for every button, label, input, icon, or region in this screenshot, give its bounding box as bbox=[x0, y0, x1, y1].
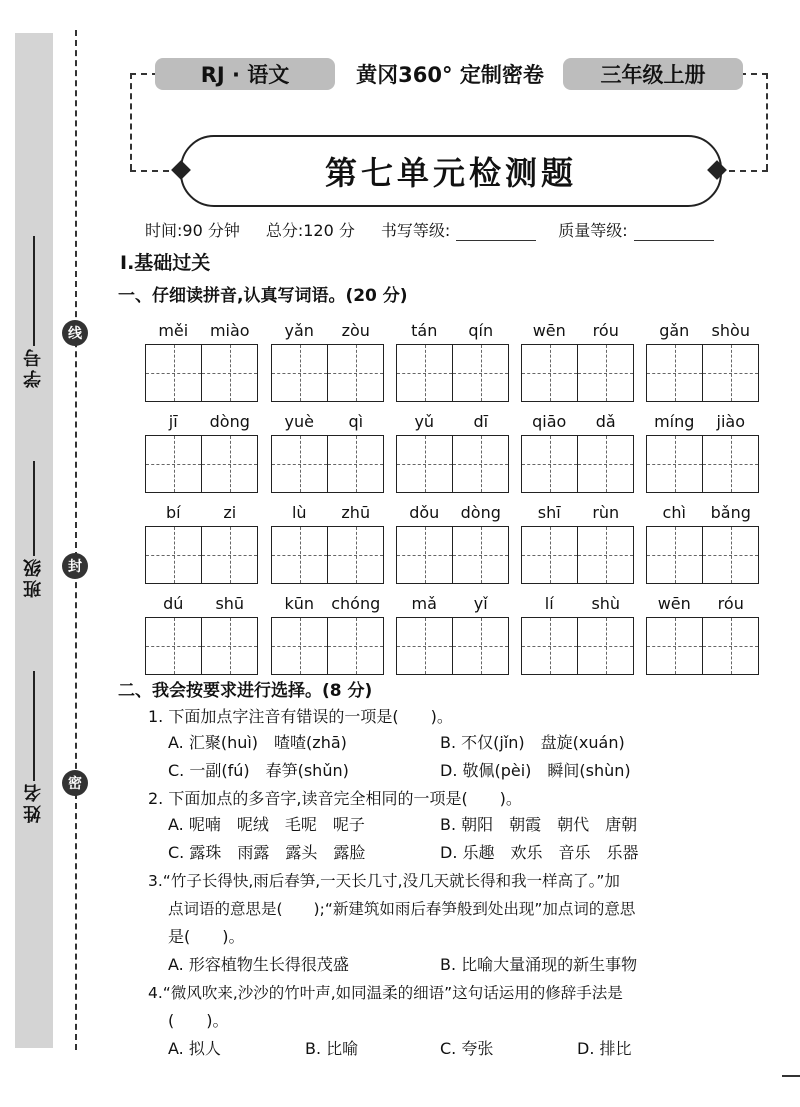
pinyin-syllable: lí bbox=[544, 594, 554, 613]
pinyin-label bbox=[521, 401, 634, 431]
student-id-field[interactable] bbox=[14, 230, 54, 388]
pinyin-syllable: chóng bbox=[331, 594, 381, 613]
pinyin-syllable: miào bbox=[209, 321, 250, 340]
pinyin-label bbox=[521, 583, 634, 613]
pinyin-label bbox=[521, 310, 634, 340]
pinyin-label bbox=[396, 310, 509, 340]
writing-cell[interactable] bbox=[578, 436, 633, 492]
pinyin-label bbox=[271, 401, 384, 431]
pinyin-word bbox=[521, 492, 634, 584]
writing-cell[interactable] bbox=[578, 345, 633, 401]
q2-2-option-a[interactable]: A. 呢喃 呢绒 毛呢 呢子 bbox=[168, 815, 365, 834]
writing-box bbox=[271, 435, 384, 493]
writing-cell[interactable] bbox=[522, 345, 578, 401]
pinyin-syllable: yǐ bbox=[473, 594, 488, 613]
pinyin-word bbox=[145, 492, 258, 584]
writing-cell[interactable] bbox=[328, 527, 383, 583]
pinyin-syllable: zi bbox=[223, 503, 237, 522]
writing-cell[interactable] bbox=[647, 618, 703, 674]
q2-4-option-c[interactable]: C. 夸张 bbox=[440, 1039, 494, 1058]
q2-1-option-d[interactable]: D. 敬佩(pèi) 瞬间(shùn) bbox=[440, 761, 631, 780]
q1-heading: 一、仔细读拼音,认真写词语。(20 分) bbox=[118, 286, 408, 306]
class-label: 班级 bbox=[23, 556, 44, 598]
q2-3-stem-line2: 点词语的意思是( );“新建筑如雨后春笋般到处出现”加点词的意思 bbox=[168, 900, 636, 918]
pinyin-label bbox=[145, 492, 258, 522]
writing-cell[interactable] bbox=[578, 527, 633, 583]
q2-4-stem-line2: ( )。 bbox=[168, 1011, 229, 1030]
writing-cell[interactable] bbox=[647, 345, 703, 401]
pinyin-word bbox=[646, 492, 759, 584]
quality-grade-blank[interactable] bbox=[634, 240, 714, 241]
pinyin-word bbox=[396, 310, 509, 402]
writing-cell[interactable] bbox=[272, 436, 328, 492]
writing-box bbox=[396, 435, 509, 493]
q2-3-option-b[interactable]: B. 比喻大量涌现的新生事物 bbox=[440, 955, 638, 974]
writing-cell[interactable] bbox=[522, 618, 578, 674]
quality-grade-label: 质量等级: bbox=[558, 221, 628, 240]
writing-cell[interactable] bbox=[703, 436, 758, 492]
writing-cell[interactable] bbox=[703, 618, 758, 674]
writing-cell[interactable] bbox=[647, 436, 703, 492]
pinyin-syllable: kūn bbox=[284, 594, 315, 613]
pinyin-syllable: dī bbox=[473, 412, 489, 431]
brand-title: 黄冈360° 定制密卷 bbox=[356, 63, 544, 87]
pinyin-syllable: dǎ bbox=[595, 412, 616, 431]
pinyin-syllable: qiāo bbox=[532, 412, 567, 431]
pinyin-syllable: rùn bbox=[592, 503, 620, 522]
pinyin-grid bbox=[145, 310, 760, 674]
pinyin-label bbox=[271, 583, 384, 613]
writing-cell[interactable] bbox=[202, 618, 257, 674]
pinyin-word bbox=[271, 492, 384, 584]
writing-box bbox=[396, 617, 509, 675]
q2-1-option-c[interactable]: C. 一副(fú) 春笋(shǔn) bbox=[168, 761, 349, 780]
pinyin-word bbox=[145, 583, 258, 675]
q2-2-stem: 2. 下面加点的多音字,读音完全相同的一项是( )。 bbox=[148, 789, 522, 808]
seal-mi: 密 bbox=[62, 770, 88, 796]
pinyin-syllable: jiào bbox=[716, 412, 745, 431]
writing-cell[interactable] bbox=[146, 618, 202, 674]
pinyin-syllable: yǎn bbox=[284, 321, 314, 340]
q2-2-option-c[interactable]: C. 露珠 雨露 露头 露脸 bbox=[168, 843, 366, 862]
pinyin-word bbox=[271, 310, 384, 402]
writing-box bbox=[271, 526, 384, 584]
name-field[interactable] bbox=[14, 665, 54, 823]
pinyin-syllable: shū bbox=[215, 594, 245, 613]
pinyin-word bbox=[396, 583, 509, 675]
pinyin-label bbox=[145, 310, 258, 340]
writing-cell[interactable] bbox=[453, 618, 508, 674]
pinyin-syllable: měi bbox=[158, 321, 189, 340]
pinyin-row bbox=[145, 583, 760, 674]
pinyin-row bbox=[145, 401, 760, 492]
writing-cell[interactable] bbox=[703, 345, 758, 401]
writing-box bbox=[646, 435, 759, 493]
cut-line bbox=[75, 30, 77, 1050]
q2-2-option-d[interactable]: D. 乐趣 欢乐 音乐 乐器 bbox=[440, 843, 639, 862]
pinyin-syllable: zhū bbox=[341, 503, 371, 522]
writing-box bbox=[271, 617, 384, 675]
seal-xian: 线 bbox=[62, 320, 88, 346]
pinyin-word bbox=[396, 401, 509, 493]
pinyin-word bbox=[271, 401, 384, 493]
q2-4-stem-line1: 4.“微风吹来,沙沙的竹叶声,如同温柔的细语”这句话运用的修辞手法是 bbox=[148, 984, 623, 1002]
pinyin-syllable: shù bbox=[591, 594, 621, 613]
writing-box bbox=[646, 617, 759, 675]
pinyin-word bbox=[145, 310, 258, 402]
pinyin-syllable: dòng bbox=[460, 503, 501, 522]
writing-cell[interactable] bbox=[453, 345, 508, 401]
pinyin-word bbox=[521, 401, 634, 493]
writing-box bbox=[271, 344, 384, 402]
q2-2-option-b[interactable]: B. 朝阳 朝霞 朝代 唐朝 bbox=[440, 815, 638, 834]
pinyin-syllable: gǎn bbox=[659, 321, 690, 340]
grade-pill: 三年级上册 bbox=[563, 58, 743, 90]
page-edge-mark bbox=[782, 1075, 800, 1077]
pinyin-label bbox=[271, 310, 384, 340]
writing-cell[interactable] bbox=[397, 527, 453, 583]
pinyin-syllable: shòu bbox=[711, 321, 750, 340]
q2-3-stem-line3: 是( )。 bbox=[168, 927, 245, 946]
writing-box bbox=[145, 526, 258, 584]
pinyin-label bbox=[145, 401, 258, 431]
student-id-label: 学号 bbox=[23, 346, 44, 388]
writing-cell[interactable] bbox=[202, 345, 257, 401]
pinyin-label bbox=[396, 492, 509, 522]
pinyin-label bbox=[646, 583, 759, 613]
writing-cell[interactable] bbox=[578, 618, 633, 674]
pinyin-syllable: bí bbox=[165, 503, 181, 522]
writing-cell[interactable] bbox=[202, 527, 257, 583]
pinyin-syllable: dòng bbox=[209, 412, 250, 431]
q2-4-option-d[interactable]: D. 排比 bbox=[577, 1039, 632, 1058]
pinyin-syllable: róu bbox=[592, 321, 619, 340]
writing-cell[interactable] bbox=[328, 345, 383, 401]
pinyin-syllable: chì bbox=[662, 503, 686, 522]
pinyin-syllable: zòu bbox=[341, 321, 370, 340]
pinyin-syllable: bǎng bbox=[710, 503, 751, 522]
q2-4-option-b[interactable]: B. 比喻 bbox=[305, 1039, 359, 1058]
writing-cell[interactable] bbox=[397, 618, 453, 674]
pinyin-label bbox=[271, 492, 384, 522]
pinyin-label bbox=[646, 492, 759, 522]
writing-cell[interactable] bbox=[703, 527, 758, 583]
pinyin-label bbox=[396, 583, 509, 613]
pinyin-label bbox=[145, 583, 258, 613]
pinyin-word bbox=[646, 310, 759, 402]
exam-meta bbox=[145, 218, 730, 241]
writing-cell[interactable] bbox=[453, 527, 508, 583]
writing-cell[interactable] bbox=[146, 436, 202, 492]
writing-box bbox=[521, 344, 634, 402]
pinyin-syllable: dǒu bbox=[409, 503, 440, 522]
pinyin-syllable: shī bbox=[537, 503, 561, 522]
writing-cell[interactable] bbox=[202, 436, 257, 492]
pinyin-word bbox=[521, 310, 634, 402]
pinyin-row bbox=[145, 492, 760, 583]
pinyin-syllable: yǔ bbox=[414, 412, 435, 431]
writing-cell[interactable] bbox=[328, 436, 383, 492]
part-heading: Ⅰ.基础过关 bbox=[120, 252, 211, 274]
writing-cell[interactable] bbox=[522, 436, 578, 492]
writing-cell[interactable] bbox=[146, 527, 202, 583]
writing-box bbox=[521, 435, 634, 493]
q2-1-stem: 1. 下面加点字注音有错误的一项是( )。 bbox=[148, 707, 453, 726]
pinyin-label bbox=[521, 492, 634, 522]
pinyin-syllable: dú bbox=[163, 594, 184, 613]
pinyin-word bbox=[396, 492, 509, 584]
writing-box bbox=[396, 344, 509, 402]
pinyin-syllable: lù bbox=[291, 503, 307, 522]
page-title: 第七单元检测题 bbox=[180, 135, 722, 207]
pinyin-syllable: jī bbox=[168, 412, 178, 431]
pinyin-word bbox=[646, 401, 759, 493]
writing-box bbox=[145, 344, 258, 402]
writing-box bbox=[646, 526, 759, 584]
pinyin-syllable: míng bbox=[654, 412, 695, 431]
writing-cell[interactable] bbox=[272, 618, 328, 674]
writing-box bbox=[145, 435, 258, 493]
writing-cell[interactable] bbox=[272, 345, 328, 401]
pinyin-word bbox=[145, 401, 258, 493]
writing-cell[interactable] bbox=[453, 436, 508, 492]
writing-box bbox=[521, 526, 634, 584]
name-label: 姓名 bbox=[23, 781, 44, 823]
writing-grade-label: 书写等级: bbox=[380, 221, 451, 240]
pinyin-word bbox=[521, 583, 634, 675]
pinyin-syllable: mǎ bbox=[411, 594, 437, 613]
pinyin-syllable: wēn bbox=[532, 321, 566, 340]
writing-box bbox=[646, 344, 759, 402]
pinyin-syllable: qín bbox=[468, 321, 494, 340]
writing-cell[interactable] bbox=[522, 527, 578, 583]
q2-1-option-b[interactable]: B. 不仅(jǐn) 盘旋(xuán) bbox=[440, 733, 625, 752]
writing-cell[interactable] bbox=[647, 527, 703, 583]
writing-box bbox=[521, 617, 634, 675]
q2-3-stem-line1: 3.“竹子长得快,雨后春笋,一天长几寸,没几天就长得和我一样高了。”加 bbox=[148, 872, 620, 890]
pinyin-row bbox=[145, 310, 760, 401]
pinyin-label bbox=[646, 401, 759, 431]
pinyin-label bbox=[646, 310, 759, 340]
writing-grade-blank[interactable] bbox=[456, 240, 536, 241]
writing-box bbox=[145, 617, 258, 675]
writing-cell[interactable] bbox=[146, 345, 202, 401]
q2-1-option-a[interactable]: A. 汇聚(huì) 喳喳(zhā) bbox=[168, 733, 347, 752]
writing-cell[interactable] bbox=[397, 345, 453, 401]
q2-3-option-a[interactable]: A. 形容植物生长得很茂盛 bbox=[168, 955, 349, 974]
writing-box bbox=[396, 526, 509, 584]
pinyin-syllable: tán bbox=[411, 321, 438, 340]
q2-heading: 二、我会按要求进行选择。(8 分) bbox=[118, 681, 373, 701]
writing-cell[interactable] bbox=[397, 436, 453, 492]
seal-feng: 封 bbox=[62, 553, 88, 579]
q2-4-option-a[interactable]: A. 拟人 bbox=[168, 1039, 221, 1058]
time-limit: 时间:90 分钟 bbox=[145, 221, 240, 240]
pinyin-syllable: wēn bbox=[657, 594, 691, 613]
writing-cell[interactable] bbox=[328, 618, 383, 674]
pinyin-syllable: róu bbox=[717, 594, 744, 613]
subject-pill: RJ · 语文 bbox=[155, 58, 335, 90]
pinyin-word bbox=[271, 583, 384, 675]
pinyin-word bbox=[646, 583, 759, 675]
writing-cell[interactable] bbox=[272, 527, 328, 583]
class-field[interactable] bbox=[14, 455, 54, 598]
pinyin-label bbox=[396, 401, 509, 431]
total-score: 总分:120 分 bbox=[265, 221, 355, 240]
pinyin-syllable: yuè bbox=[284, 412, 314, 431]
pinyin-syllable: qì bbox=[348, 412, 364, 431]
